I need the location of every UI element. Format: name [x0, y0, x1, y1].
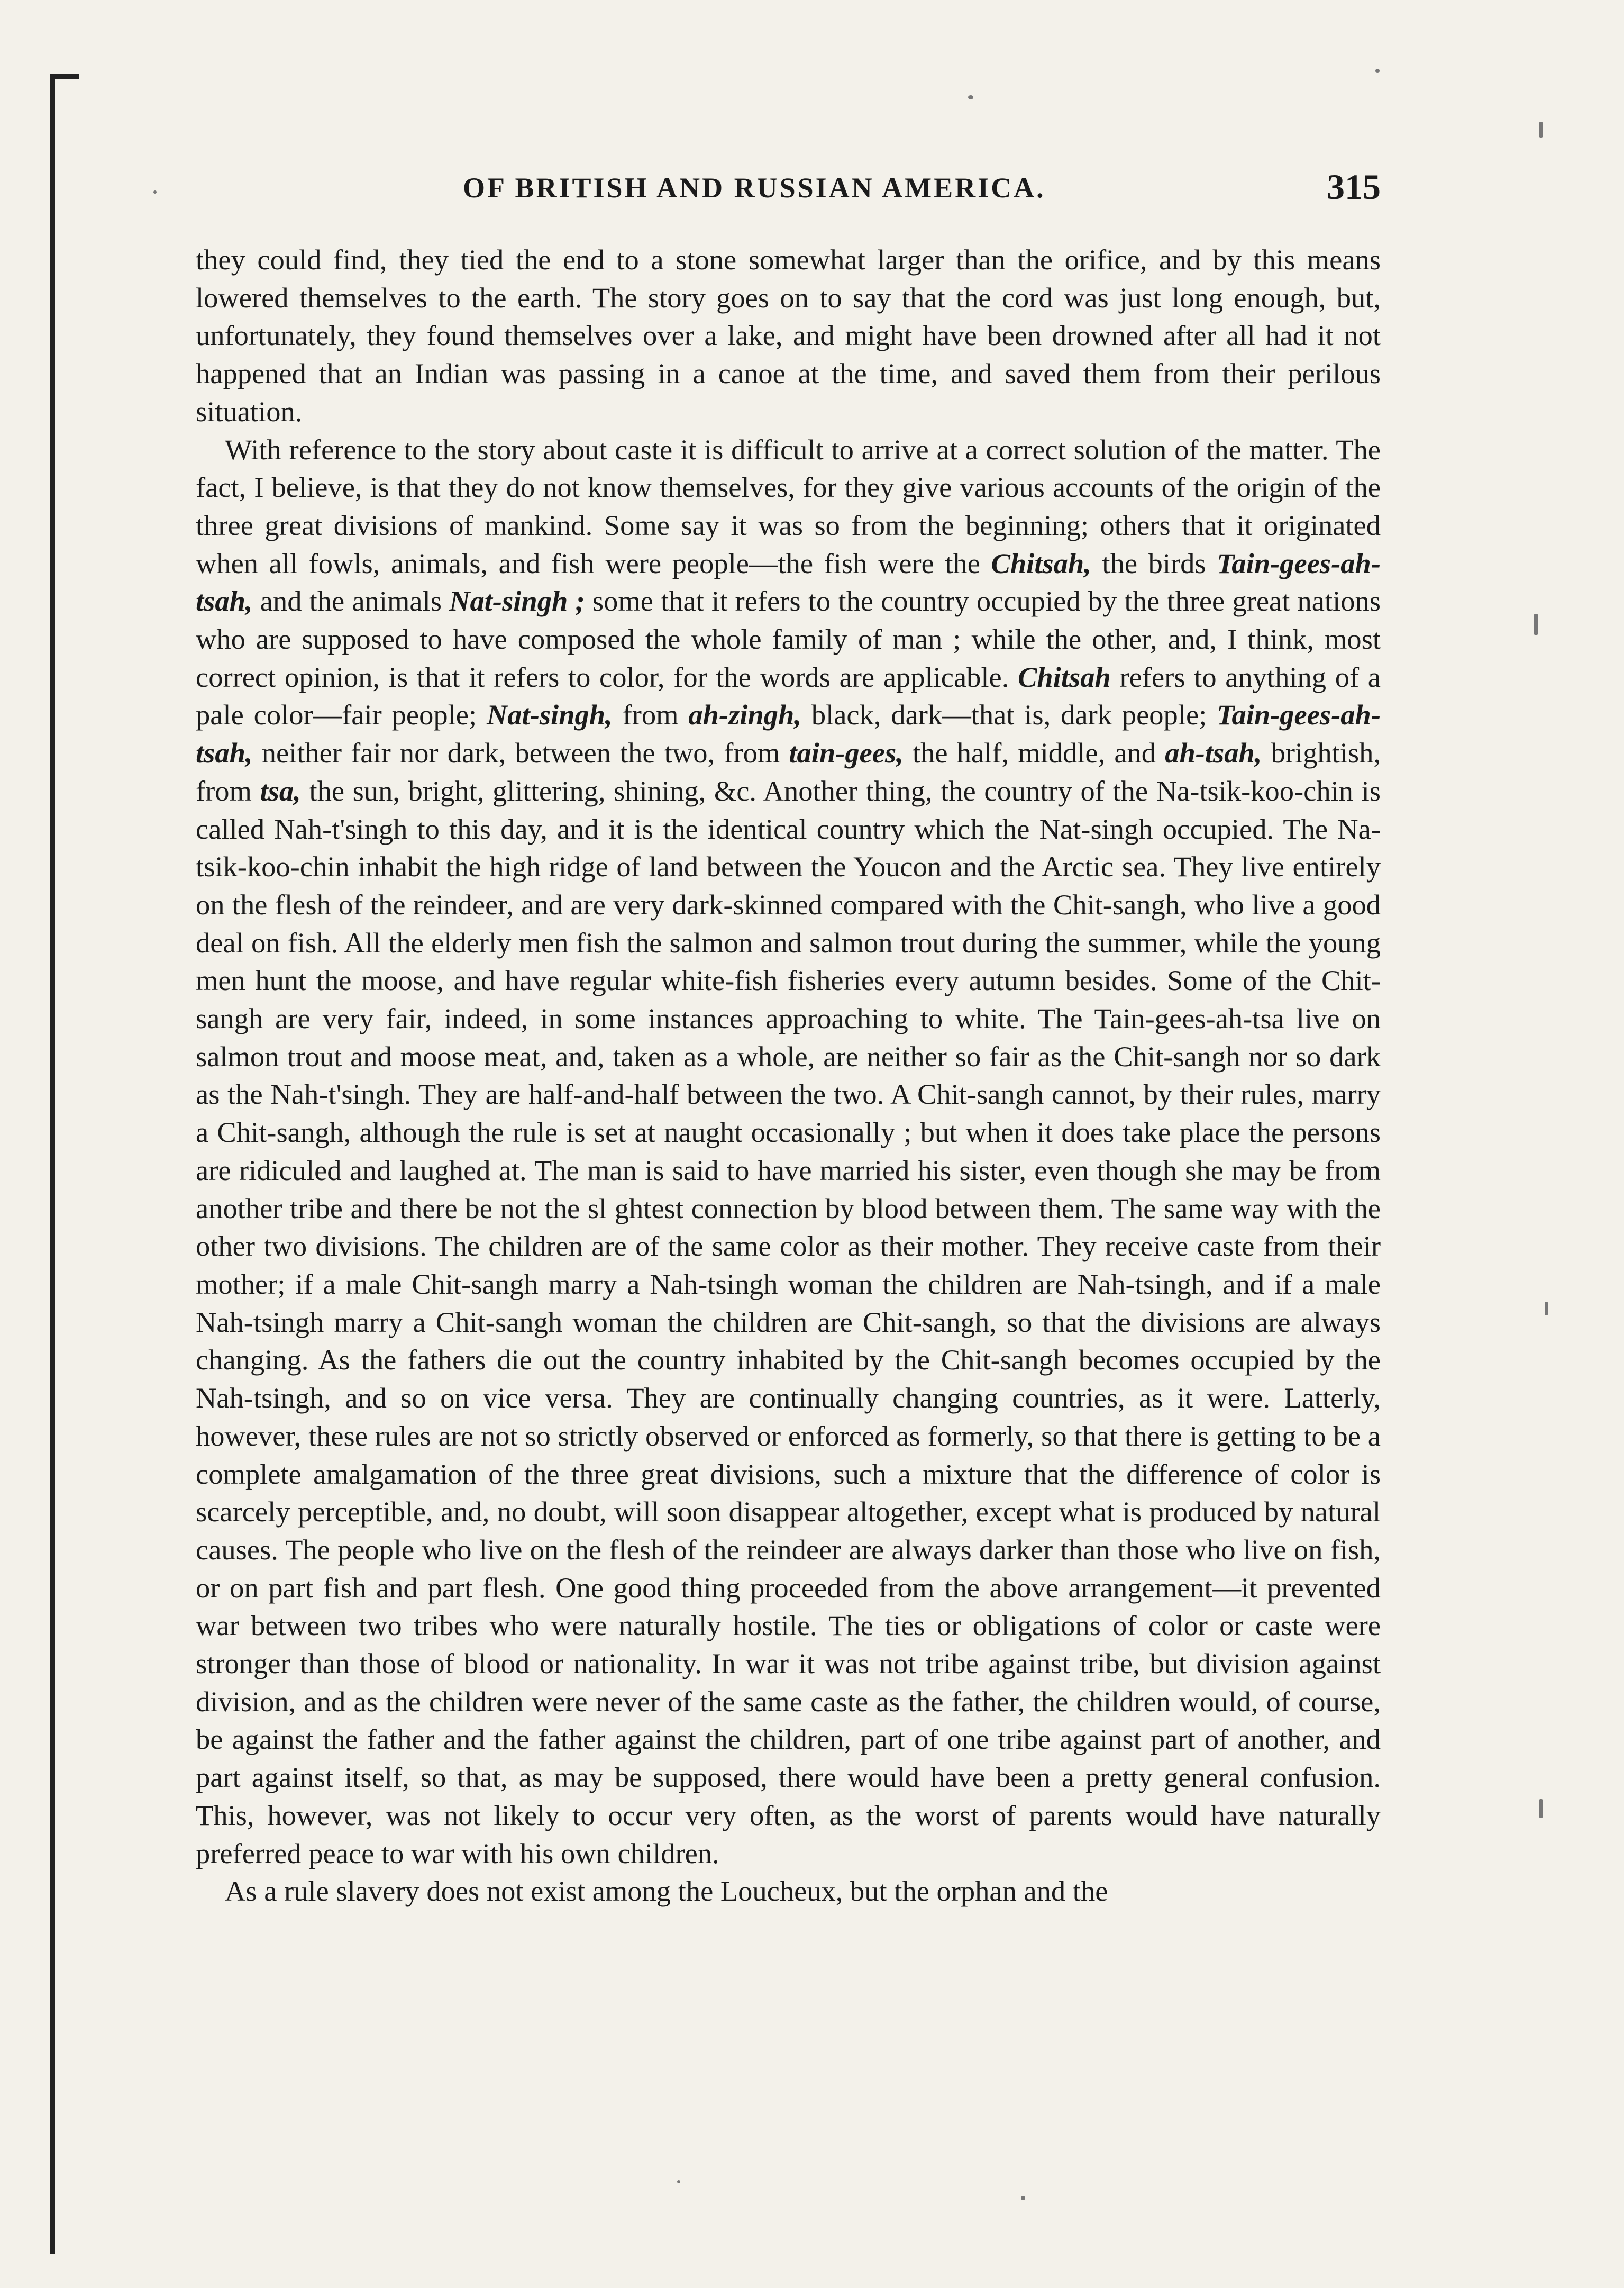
- term-chitsah: Chitsah,: [991, 547, 1091, 579]
- paragraph-1: they could find, they tied the end to a stone somewhat larger than the orifice, and by this means lowered themselves to the earth. The story goes on to say that the cord was just long enough, but, unfortunately, they found themselves over a lake, and might have been drowned after all had it not happened that an Indian was passing in a canoe at the time, and saved them from their perilous situation.: [196, 243, 1381, 428]
- paragraph-2: [196, 431, 1381, 1873]
- paragraph-2-text: neither fair nor dark, between the two, from: [252, 737, 789, 769]
- paragraph-2-text: refers to anything of a pale color—fair people;: [196, 660, 1381, 731]
- running-title: OF BRITISH AND RUSSIAN AMERICA.: [463, 172, 1046, 204]
- page-number: 315: [1327, 167, 1381, 207]
- paragraph-2-text: from: [612, 698, 689, 731]
- speck: [1021, 2196, 1025, 2200]
- term-tain-gees-ah-tsah: Tain-gees-ah-tsah,: [196, 547, 1381, 618]
- paragraph-2-text: the birds: [1091, 547, 1217, 579]
- paragraph-2-text: the half, middle, and: [903, 737, 1165, 769]
- page-header: [196, 169, 1381, 212]
- speck: [153, 190, 157, 194]
- term-nat-singh: Nat-singh ;: [449, 585, 585, 618]
- term-ah-zingh: ah-zingh,: [688, 698, 801, 731]
- paragraph-2-text: black, dark—that is, dark people;: [801, 698, 1217, 731]
- paragraph-3: As a rule slavery does not exist among the Loucheux, but the orphan and the: [225, 1875, 1108, 1908]
- page-binding-edge: [50, 74, 55, 2254]
- speck: [1539, 1799, 1543, 1818]
- term-chitsah: Chitsah: [1018, 660, 1111, 693]
- term-nat-singh: Nat-singh,: [486, 698, 613, 731]
- page-body: [196, 241, 1381, 1910]
- speck: [1539, 122, 1543, 138]
- term-ah-tsah: ah-tsah,: [1165, 737, 1262, 769]
- term-tsa: tsa,: [260, 774, 301, 807]
- paragraph-2-text: and the animals: [252, 585, 450, 618]
- speck: [1375, 69, 1380, 73]
- paragraph-2-text: the sun, bright, glittering, shining, &c. Another thing, the country of the Na-tsik-koo-chin is called Nah-t'singh to this day, and it is the identical country which the Nat-singh occupied. The Na-tsik-koo-chin inhabit the high ridge of land between the Youcon and the Arctic sea. They live entirely on the flesh of the reindeer, and are very dark-skinned compared with the Chit-sangh, who live a good deal on fish. All the elderly men fish the salmon and salmon trout during the summer, while the young men hunt the moose, and have regular white-fish fisheries every autumn besides. Some of the Chit-sangh are very fair, indeed, in some instances approaching to white. The Tain-gees-ah-tsa live on salmon trout and moose meat, and, taken as a whole, are neither so fair as the Chit-sangh nor so dark as the Nah-t'singh. They are half-and-half between the two. A Chit-sangh cannot, by their rules, marry a Chit-sangh, although the rule is set at naught occasionally ; but when it does take place the persons are ridiculed and laughed at. The man is said to have married his sister, even though she may be from another tribe and there be not the sl ghtest connection by blood between them. The same way with the other two divisions. The children are of the same color as their mother. They receive caste from their mother; if a male Chit-sangh marry a Nah-tsingh woman the children are Nah-tsingh, and if a male Nah-tsingh marry a Chit-sangh woman the children are Chit-sangh, so that the divisions are always changing. As the fathers die out the country inhabited by the Chit-sangh becomes occupied by the Nah-tsingh, and so on vice versa. They are continually changing countries, as it were. Latterly, however, these rules are not so strictly observed or enforced as formerly, so that there is getting to be a complete amalgamation of the three great divisions, such a mixture that the difference of color is scarcely perceptible, and, no doubt, will soon disappear altogether, except what is produced by natural causes. The people who live on the flesh of the reindeer are always darker than those who live on fish, or on part fish and part flesh. One good thing proceeded from the above arrangement—it prevented war between two tribes who were naturally hostile. The ties or obligations of color or caste were stronger than those of blood or nationality. In war it was not tribe against tribe, but division against division, and as the children were never of the same caste as the father, the children would, of course, be against the father and the father against the children, part of one tribe against part of another, and part against itself, so that, as may be supposed, there would have been a pretty general confusion. This, however, was not likely to occur very often, as the worst of parents would have naturally preferred peace to war with his own children.: [196, 774, 1381, 1869]
- page-binding-corner: [50, 74, 79, 79]
- speck: [1545, 1302, 1548, 1315]
- speck: [1534, 614, 1538, 635]
- speck: [677, 2180, 680, 2183]
- term-tain-gees-ah-tsah: Tain-gees-ah-tsah,: [196, 698, 1381, 769]
- paragraph-2-text: some that it refers to the country occupied by the three great nations who are supposed to have composed the whole family of man ; while the other, and, I think, most correct opinion, is that it refers to color, for the words are applicable.: [196, 585, 1381, 693]
- term-tain-gees: tain-gees,: [789, 737, 904, 769]
- speck: [968, 95, 973, 99]
- paragraph-2-text: With reference to the story about caste it is difficult to arrive at a correct solution of the matter. The fact, I believe, is that they do not know themselves, for they give various accounts of the origin of the three great divisions of mankind. Some say it was so from the beginning; others that it originated when all fowls, animals, and fish were people—the fish were the: [196, 433, 1381, 579]
- paragraph-2-text: brightish, from: [196, 737, 1381, 807]
